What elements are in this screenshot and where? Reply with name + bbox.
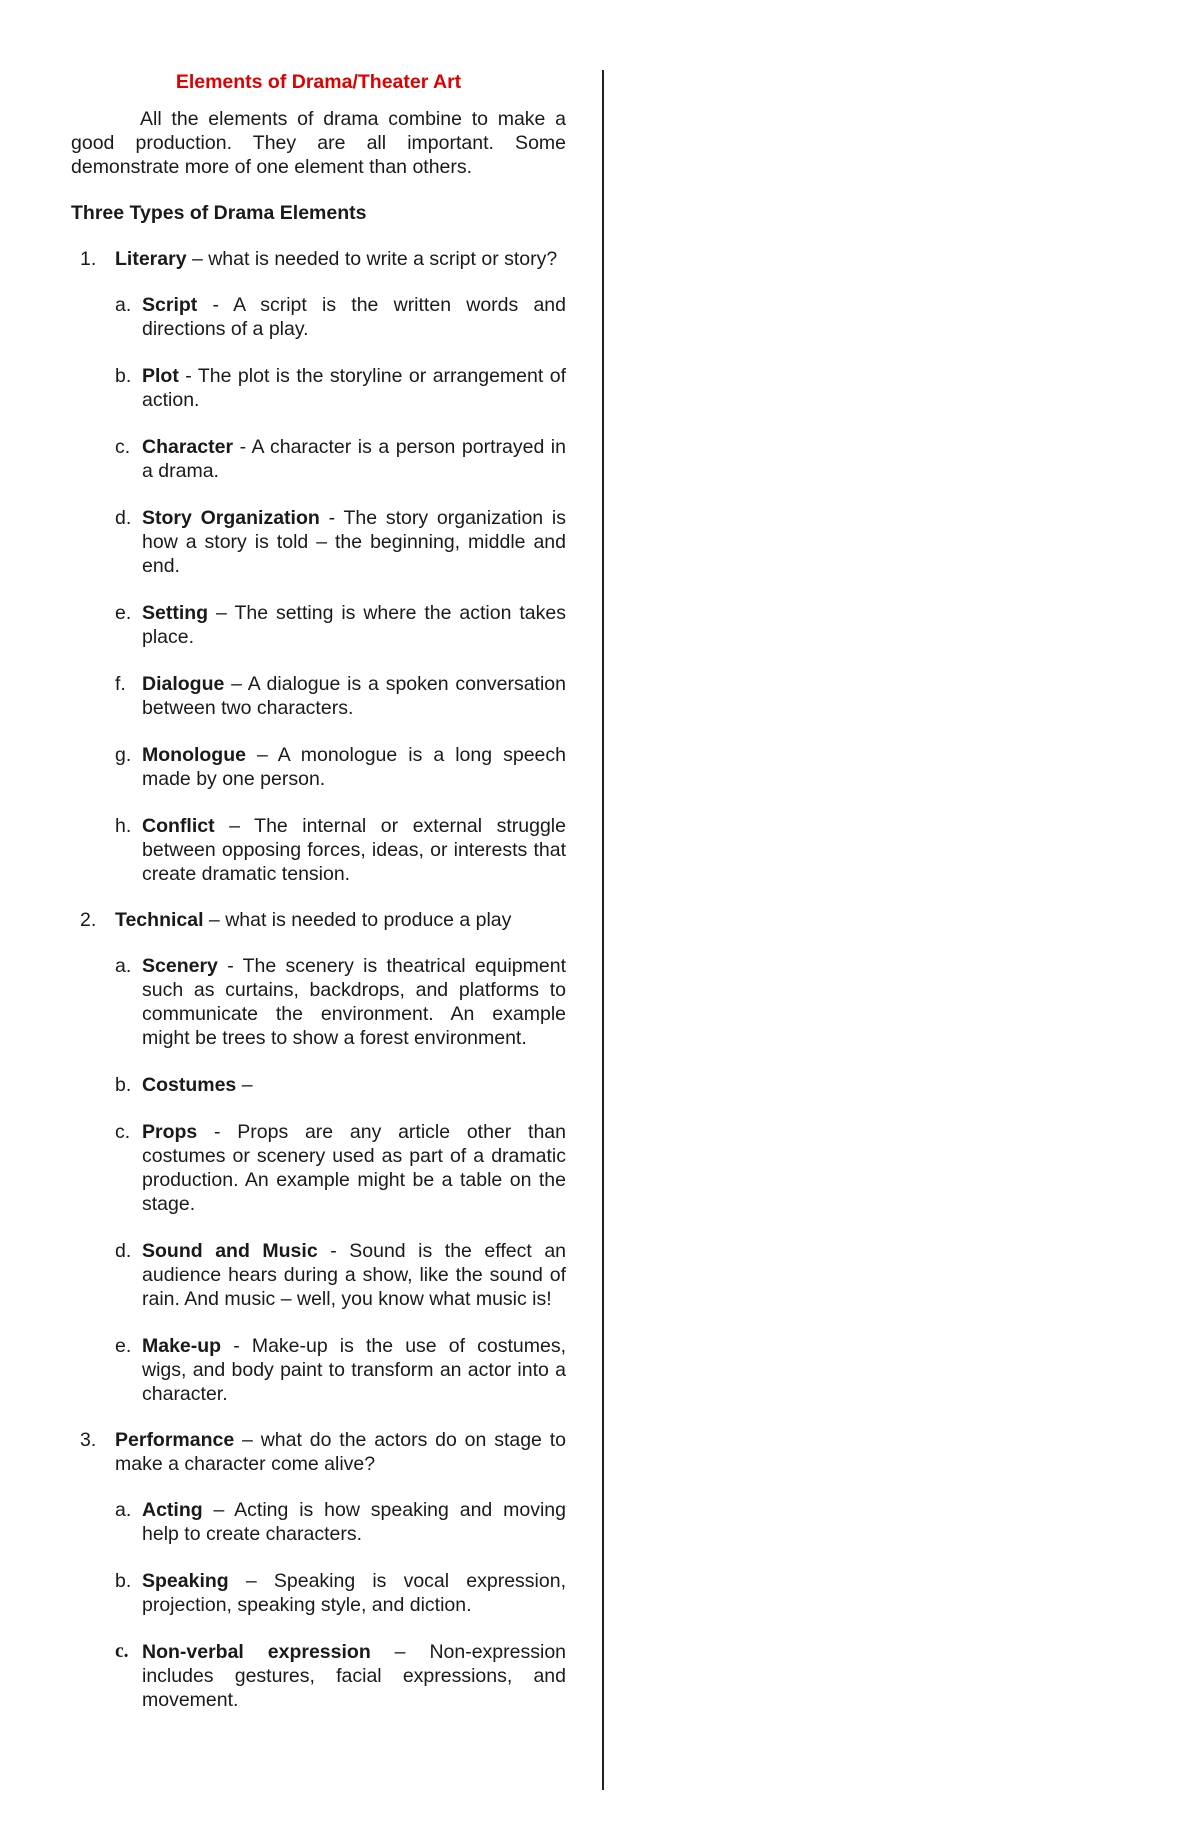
list-item (115, 364, 566, 412)
list-item (115, 601, 566, 649)
list-item (115, 1569, 566, 1617)
item-letter: h. (115, 815, 132, 837)
list-item (115, 672, 566, 720)
literary-items (115, 293, 566, 886)
item-desc: - A character is a person portrayed in a drama. (142, 436, 566, 482)
item-letter: c. (115, 436, 131, 458)
intro-paragraph: All the elements of drama combine to make a good production. They are all important. Some demonstrate more of one element than others. (71, 108, 566, 178)
item-desc: - Props are any article other than costumes or scenery used as part of a dramatic production. An example might be a table on the stage. (142, 1121, 566, 1215)
list-item (115, 743, 566, 791)
item-term: Props (142, 1121, 198, 1143)
section-desc: – what do the actors do on stage to make a character come alive? (115, 1429, 566, 1475)
item-desc: - The plot is the storyline or arrangement of action. (142, 365, 566, 411)
section-header (80, 908, 566, 932)
item-term: Story Organization (142, 507, 320, 529)
section-term: Technical (115, 909, 204, 931)
list-item (115, 1334, 566, 1406)
section-header (80, 247, 566, 271)
item-desc: – A monologue is a long speech made by one person. (142, 744, 566, 790)
item-letter: c. (115, 1121, 131, 1143)
section-number: 3. (80, 1429, 97, 1451)
list-item (115, 814, 566, 886)
item-letter: a. (115, 1499, 132, 1521)
list-item (115, 1498, 566, 1546)
item-term: Make-up (142, 1335, 222, 1357)
item-term: Non-verbal expression (142, 1641, 371, 1663)
left-column (71, 70, 566, 1734)
item-desc: – Acting is how speaking and moving help to create characters. (142, 1499, 566, 1545)
performance-items (115, 1498, 566, 1712)
list-item (115, 293, 566, 341)
list-item (115, 1239, 566, 1311)
column-divider (602, 70, 604, 1790)
item-term: Character (142, 436, 234, 458)
document-title: Elements of Drama/Theater Art (175, 71, 462, 93)
item-term: Conflict (142, 815, 215, 837)
item-term: Sound and Music (142, 1240, 318, 1262)
section-term: Literary (115, 248, 187, 270)
technical-items (115, 954, 566, 1406)
item-desc: - The story organization is how a story is told – the beginning, middle and end. (142, 507, 566, 577)
item-desc: - A script is the written words and directions of a play. (142, 294, 566, 340)
list-item (115, 506, 566, 578)
item-term: Scenery (142, 955, 218, 977)
item-term: Speaking (142, 1570, 229, 1592)
list-item (115, 1120, 566, 1216)
section-term: Performance (115, 1429, 235, 1451)
list-item (115, 1073, 566, 1097)
item-desc: – (236, 1074, 253, 1096)
item-letter: a. (115, 955, 132, 977)
item-letter: e. (115, 1335, 132, 1357)
item-term: Dialogue (142, 673, 225, 695)
item-letter: e. (115, 602, 132, 624)
section-performance (71, 1428, 566, 1712)
item-term: Monologue (142, 744, 246, 766)
item-letter: a. (115, 294, 132, 316)
list-item (115, 1640, 566, 1712)
item-desc: – A dialogue is a spoken conversation between two characters. (142, 673, 566, 719)
item-desc: – The setting is where the action takes place. (142, 602, 566, 648)
section-header (80, 1428, 566, 1476)
list-item (115, 954, 566, 1050)
item-letter: d. (115, 1240, 132, 1262)
section-literary (71, 247, 566, 886)
item-term: Setting (142, 602, 209, 624)
item-letter: g. (115, 744, 132, 766)
list-item (115, 435, 566, 483)
item-term: Plot (142, 365, 179, 387)
item-desc: - The scenery is theatrical equipment such as curtains, backdrops, and platforms to communicate the environment. An example might be trees to show a forest environment. (142, 955, 566, 1049)
item-desc: - Make-up is the use of costumes, wigs, and body paint to transform an actor into a character. (142, 1335, 566, 1405)
item-term: Script (142, 294, 198, 316)
item-letter: f. (115, 673, 126, 695)
item-desc: - Sound is the effect an audience hears during a show, like the sound of rain. And music – well, you know what music is! (142, 1240, 567, 1310)
section-heading: Three Types of Drama Elements (71, 202, 367, 224)
section-technical (71, 908, 566, 1406)
item-term: Costumes (142, 1074, 237, 1096)
item-letter: b. (115, 1074, 132, 1096)
item-desc: – Non-expression includes gestures, facial expressions, and movement. (142, 1641, 567, 1711)
item-letter: c. (115, 1641, 129, 1662)
item-letter: b. (115, 365, 132, 387)
item-desc: – Speaking is vocal expression, projection, speaking style, and diction. (142, 1570, 566, 1616)
section-desc: – what is needed to produce a play (203, 909, 512, 931)
item-letter: b. (115, 1570, 132, 1592)
section-number: 1. (80, 248, 97, 270)
section-number: 2. (80, 909, 97, 931)
item-letter: d. (115, 507, 132, 529)
item-term: Acting (142, 1499, 203, 1521)
item-desc: – The internal or external struggle between opposing forces, ideas, or interests that create dramatic tension. (142, 815, 566, 885)
section-desc: – what is needed to write a script or story? (186, 248, 558, 270)
